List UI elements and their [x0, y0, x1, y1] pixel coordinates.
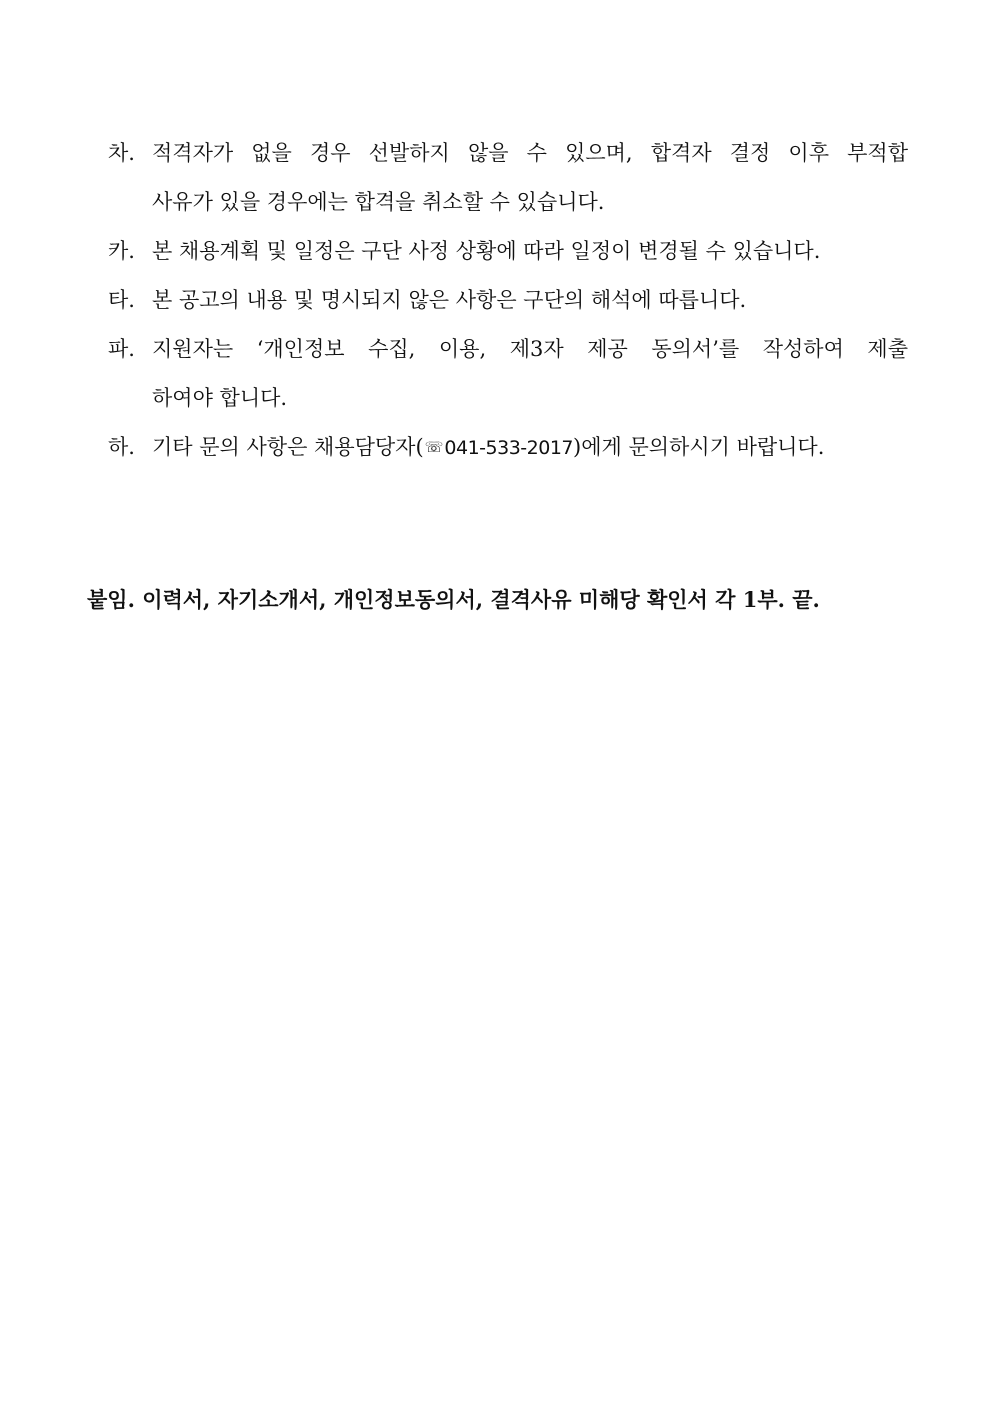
item-line: 본 채용계획 및 일정은 구단 사정 상황에 따라 일정이 변경될 수 있습니다. [152, 239, 821, 263]
item-marker: 카. [108, 239, 135, 263]
item-line: 적격자가 없을 경우 선발하지 않을 수 있으며, 합격자 결정 이후 부적합 [152, 141, 908, 165]
contact-text-before: 기타 문의 사항은 채용담당자( [152, 435, 424, 459]
item-marker: 파. [108, 337, 135, 361]
list-item-ta [108, 276, 908, 325]
contact-text-after: )에게 문의하시기 바랍니다. [573, 435, 825, 459]
item-line: 하여야 합니다. [152, 386, 288, 410]
item-line: 지원자는 ‘개인정보 수집, 이용, 제3자 제공 동의서’를 작성하여 제출 [152, 337, 908, 361]
item-text [152, 129, 908, 227]
attachment-line: 붙임. 이력서, 자기소개서, 개인정보동의서, 결격사유 미해당 확인서 각 1부. 끝. [87, 587, 820, 612]
item-line [152, 423, 908, 473]
list-item-pa [108, 325, 908, 423]
item-marker: 하. [108, 435, 135, 459]
item-text [152, 325, 908, 423]
item-text [152, 276, 908, 325]
list-item-cha [108, 129, 908, 227]
item-text [152, 423, 908, 473]
list-item-ha [108, 423, 908, 473]
item-text [152, 227, 908, 276]
item-line: 사유가 있을 경우에는 합격을 취소할 수 있습니다. [152, 190, 605, 214]
item-marker: 차. [108, 141, 135, 165]
item-marker: 타. [108, 288, 135, 312]
phone-icon: ☏ [424, 438, 444, 456]
phone-number: 041-533-2017 [444, 437, 574, 459]
list-item-ka [108, 227, 908, 276]
item-line: 본 공고의 내용 및 명시되지 않은 사항은 구단의 해석에 따릅니다. [152, 288, 747, 312]
